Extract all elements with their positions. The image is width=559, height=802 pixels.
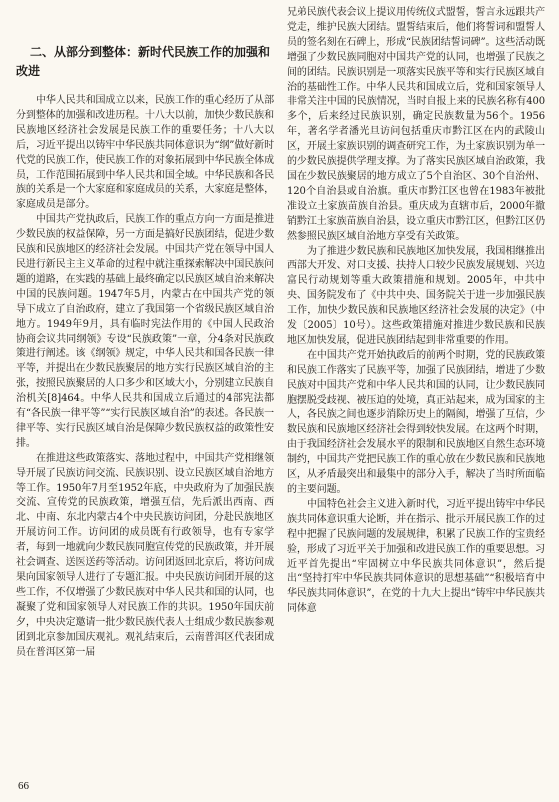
- right-paragraph: 在中国共产党开始执政后的前两个时期，党的民族政策和民族工作落实了民族平等，加强了民族团结，增进了少数民族对中国共产党和中华人民共和国的认同，让少数民族同胞摆脱受歧视、被压迫的处境，真正站起来，成为国家的主人，各民族之间也逐步消除历史上的隔阂，增强了互信，少数民族和民族地区经济社会得到较快发展。在这两个时期，由于我国经济社会发展水平的限制和民族地区自然生态环境制约，中国共产党把民族工作的重心放在少数民族和民族地区，从矛盾最突出和最集中的部分入手，解决了当时所面临的主要问题。: [287, 349, 545, 495]
- right-paragraph: 中国特色社会主义进入新时代，习近平提出铸牢中华民族共同体意识重大论断，并在指示、批示开展民族工作的过程中把握了民族问题的发展规律，积累了民族工作的宝贵经验，形成了习近平关于加强和改进民族工作的重要思想。习近平首先提出“牢固树立中华民族共同体意识”，然后提出“坚持打牢中华民族共同体意识的思想基础”“积极培育中华民族共同体意识”，在党的十九大上提出“铸牢中华民族共同体意: [287, 498, 545, 615]
- section-heading: 二、从部分到整体：新时代民族工作的加强和改进: [16, 45, 271, 78]
- left-paragraph: 中国共产党执政后，民族工作的重点方向一方面是推进少数民族的权益保障，另一方面是搞好民族团结，促进少数民族和民族地区的经济社会发展。中国共产党在领导中国人民进行新民主主义革命的过程中就注重探索解决中国民族问题的道路，在实践的基础上最终确定以民族区域自治来解决中国的民族问题。1947年5月，内蒙古在中国共产党的领导下成立了自治政府，建立了我国第一个省级民族区域自治地方。1949年9月，具有临时宪法作用的《中国人民政治协商会议共同纲领》专设“民族政策”一章，分4条对民族政策进行阐述。该《纲领》规定，中华人民共和国各民族一律平等，并提出在少数民族聚居的地方实行民族区域自治的主张，按照民族聚居的人口多少和区域大小，分别建立民族自治机关[8]464。中华人民共和国成立后通过的4部宪法都有“各民族一律平等”“实行民族区域自治”的表述。各民族一律平等、实行民族区域自治是保障少数民族权益的政策性安排。: [16, 214, 274, 449]
- left-paragraph: 在推进这些政策落实、落地过程中，中国共产党相继领导开展了民族访问交流、民族识别、设立民族区域自治地方等工作。1950年7月至1952年底，中央政府为了加强民族交流、宣传党的民族政策，增强互信，先后派出西南、西北、中南、东北内蒙古4个中央民族访问团，分赴民族地区开展访问工作。访问团的成员既有行政领导，也有专家学者，每到一地就向少数民族同胞宣传党的民族政策，并开展社会调查、送医送药等活动。访问团返回北京后，将访问成果向国家领导人进行了专题汇报。中央民族访问团开展的这些工作，不仅增强了少数民族对中华人民共和国的认同，也凝聚了党和国家领导人对民族工作的共识。1950年国庆前夕，中央决定邀请一批少数民族代表人士组成少数民族参观团到北京参加国庆观礼。观礼结束后，云南普洱区代表团成员在普洱区第一届: [16, 452, 274, 658]
- right-column: [287, 6, 545, 617]
- right-paragraph: 兄弟民族代表会议上提议用传统仪式盟誓，誓言永远跟共产党走，维护民族大团结。盟誓结束后，他们将誓词和盟誓人员的签名刻在石碑上，形成“民族团结誓词碑”。这些活动既增强了少数民族同胞对中国共产党的认同，也增强了民族之间的团结。民族识别是一项落实民族平等和实行民族区域自治的基础性工作。中华人民共和国成立后，党和国家领导人非常关注中国的民族情况，当时自报上来的民族名称有400多个，后来经过民族识别，确定民族数量为56个。1956年，著名学者潘光旦访问包括重庆市黔江区在内的武陵山区，开展土家族识别的调查研究工作，为土家族识别为单一的少数民族提供学理支撑。为了落实民族区域自治政策，我国在少数民族聚居的地方成立了5个自治区、30个自治州、120个自治县或自治旗。重庆市黔江区也曾在1983年被批准设立土家族苗族自治县。重庆成为直辖市后，2000年撤销黔江土家族苗族自治县，设立重庆市黔江区，但黔江区仍然参照民族区域自治地方享受有关政策。: [287, 7, 545, 242]
- right-paragraph: 为了推进少数民族和民族地区加快发展，我国相继推出西部大开发、对口支援、扶持人口较少民族发展规划、兴边富民行动规划等重大政策措施和规划。2005年，中共中央、国务院发布了《中共中央、国务院关于进一步加强民族工作，加快少数民族和民族地区经济社会发展的决定》（中发〔2005〕10号）。这些政策措施对推进少数民族和民族地区加快发展，促进民族团结起到非常重要的作用。: [287, 245, 545, 346]
- left-paragraph: 中华人民共和国成立以来，民族工作的重心经历了从部分到整体的加强和改进历程。十八大以前，加快少数民族和民族地区经济社会发展是民族工作的重要任务；十八大以后，习近平提出以铸牢中华民族共同体意识为“纲”做好新时代党的民族工作，使民族工作的对象拓展到中华民族全体成员，工作范围拓展到中华人民共和国全域。中华民族和各民族的关系是一个大家庭和家庭成员的关系，大家庭是整体，家庭成员是部分。: [16, 95, 274, 211]
- left-column: [16, 6, 274, 660]
- page-number: 66: [18, 780, 29, 792]
